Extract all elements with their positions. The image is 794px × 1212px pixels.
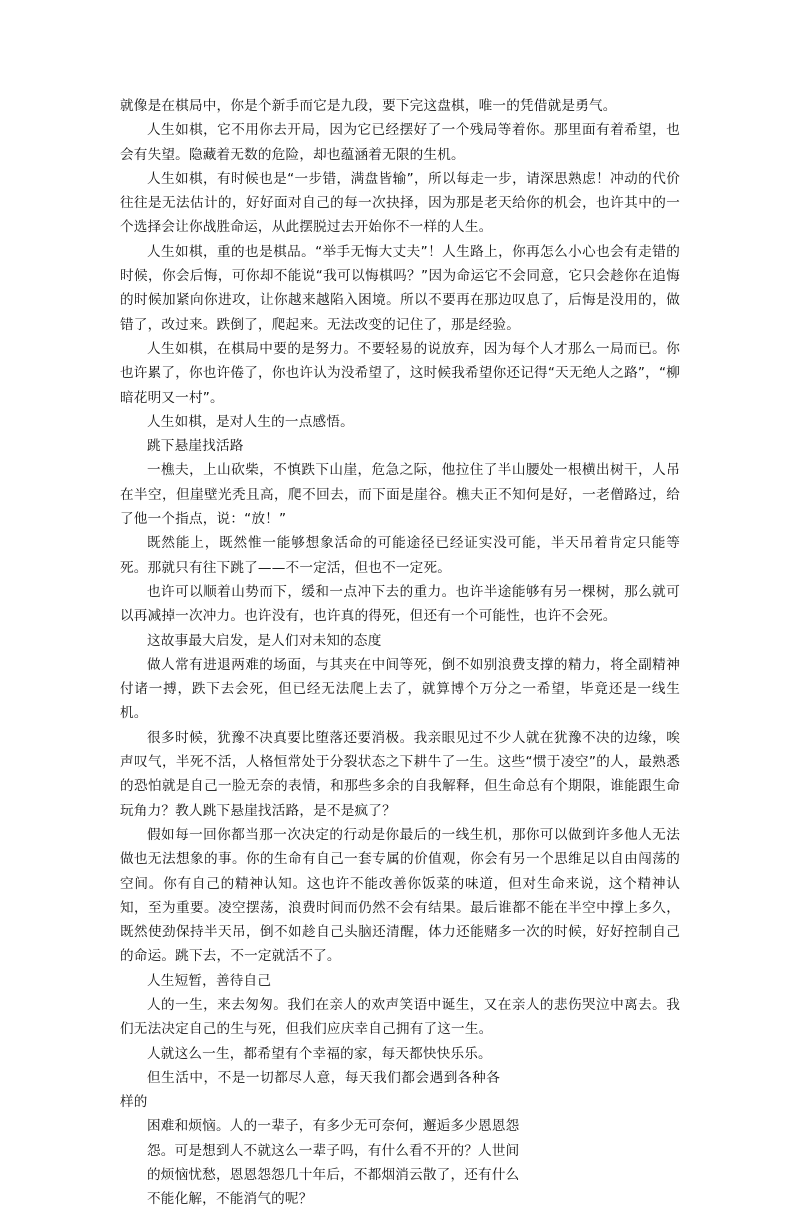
line-narrow-1: 但生活中，不是一切都尽人意，每天我们都会遇到各种各样的 <box>120 1069 500 1111</box>
paragraph-chess-one-wrong-step: 人生如棋，有时候也是“一步错，满盘皆输”，所以每走一步，请深思熟虑！冲动的代价往往是无法估计的，好好面对自己的每一次抉择，因为那是老天给你的机会，也许其中的一个选择会让你战胜命运，从此摆脱过去开始你不一样的人生。 <box>120 170 680 236</box>
line-narrow-5: 不能化解，不能消气的呢？ <box>147 1191 313 1208</box>
paragraph-woodcutter-story: 一樵夫，上山砍柴，不慎跌下山崖，危急之际，他拉住了半山腰处一根横出树干，人吊在半空，但崖壁光秃且高，爬不回去，而下面是崖谷。樵夫正不知何是好，一老僧路过，给了他一个指点，说：“放！” <box>120 462 680 528</box>
line-narrow-3: 怨。可是想到人不就这么一辈子吗，有什么看不开的？人世间 <box>147 1142 520 1159</box>
paragraph-chess-courage: 就像是在棋局中，你是个新手而它是九段，要下完这盘棋，唯一的凭借就是勇气。 <box>120 98 617 114</box>
section-heading-unknown-attitude: 这故事最大启发，是人们对未知的态度 <box>147 632 382 649</box>
section-heading-short-life: 人生短暂，善待自己 <box>147 972 272 989</box>
paragraph-dilemma: 做人常有进退两难的场面，与其夹在中间等死，倒不如别浪费支撑的精力，将全副精神付诸一搏，跌下去会死，但已经无法爬上去了，就算博个万分之一希望，毕竟还是一线生机。 <box>120 656 680 722</box>
document-page <box>120 94 680 1212</box>
paragraph-only-way-down: 既然能上，既然惟一能够想象活命的可能途径已经证实没可能，半天吊着肯定只能等死。那就只有往下跳了——不一定活，但也不一定死。 <box>120 535 680 576</box>
line-narrow-2: 困难和烦恼。人的一辈子，有多少无可奈何，邂逅多少恩恩怨 <box>147 1118 520 1135</box>
paragraph-happy-family: 人就这么一生，都希望有个幸福的家，每天都快快乐乐。 <box>147 1045 492 1062</box>
paragraph-chess-endgame: 人生如棋，它不用你去开局，因为它已经摆好了一个残局等着你。那里面有着希望，也会有失望。隐藏着无数的危险，却也蕴涵着无限的生机。 <box>120 122 680 163</box>
paragraph-chess-no-regret: 人生如棋，重的也是棋品。“举手无悔大丈夫”！人生路上，你再怎么小心也会有走错的时候，你会后悔，可你却不能说“我可以悔棋吗？”因为命运它不会同意，它只会趁你在追悔的时候加紧向你进攻，让你越来越陷入困境。所以不要再在那边叹息了，后悔是没用的，做错了，改过来。跌倒了，爬起来。无法改变的记住了，那是经验。 <box>120 243 680 333</box>
section-heading-cliff: 跳下悬崖找活路 <box>147 438 244 455</box>
paragraph-last-chance: 假如每一回你都当那一次决定的行动是你最后的一线生机，那你可以做到许多他人无法做也无法想象的事。你的生命有自己一套专属的价值观，你会有另一个思维足以自由闯荡的空间。你有自己的精神认知。这也许不能改善你饭菜的味道，但对生命来说，这个精神认知，至为重要。凌空摆荡，浪费时间而仍然不会有结果。最后谁都不能在半空中撑上多久，既然使劲保持半天吊，倒不如趁自己头脑还清醒，体力还能赌多一次的时候，好好控制自己的命运。跳下去，不一定就活不了。 <box>120 826 680 965</box>
paragraph-chess-effort: 人生如棋，在棋局中要的是努力。不要轻易的说放弃，因为每个人才那么一局而已。你也许累了，你也许倦了，你也许认为没希望了，这时候我希望你还记得“天无绝人之路”，“柳暗花明又一村”。 <box>120 340 680 406</box>
paragraph-life-brief: 人的一生，来去匆匆。我们在亲人的欢声笑语中诞生，又在亲人的悲伤哭泣中离去。我们无法决定自己的生与死，但我们应庆幸自己拥有了这一生。 <box>120 996 680 1038</box>
paragraph-chess-reflection: 人生如棋，是对人生的一点感悟。 <box>147 413 354 430</box>
line-narrow-4: 的烦恼忧愁，恩恩怨怨几十年后，不都烟消云散了，还有什么 <box>147 1167 520 1184</box>
paragraph-maybe-survive: 也许可以顺着山势而下，缓和一点冲下去的重力。也许半途能够有另一棵树，那么就可以再减掉一次冲力。也许没有，也许真的得死，但还有一个可能性，也许不会死。 <box>120 583 680 625</box>
paragraph-hesitation: 很多时候，犹豫不决真要比堕落还要消极。我亲眼见过不少人就在犹豫不决的边缘，唉声叹气，半死不活，人格恒常处于分裂状态之下耕牛了一生。这些“惯于凌空”的人，最熟悉的恐怕就是自己一脸无奈的表情，和那些多余的自我解释，但生命总有个期限，谁能跟生命玩角力？教人跳下悬崖找活路，是不是疯了？ <box>120 729 680 819</box>
